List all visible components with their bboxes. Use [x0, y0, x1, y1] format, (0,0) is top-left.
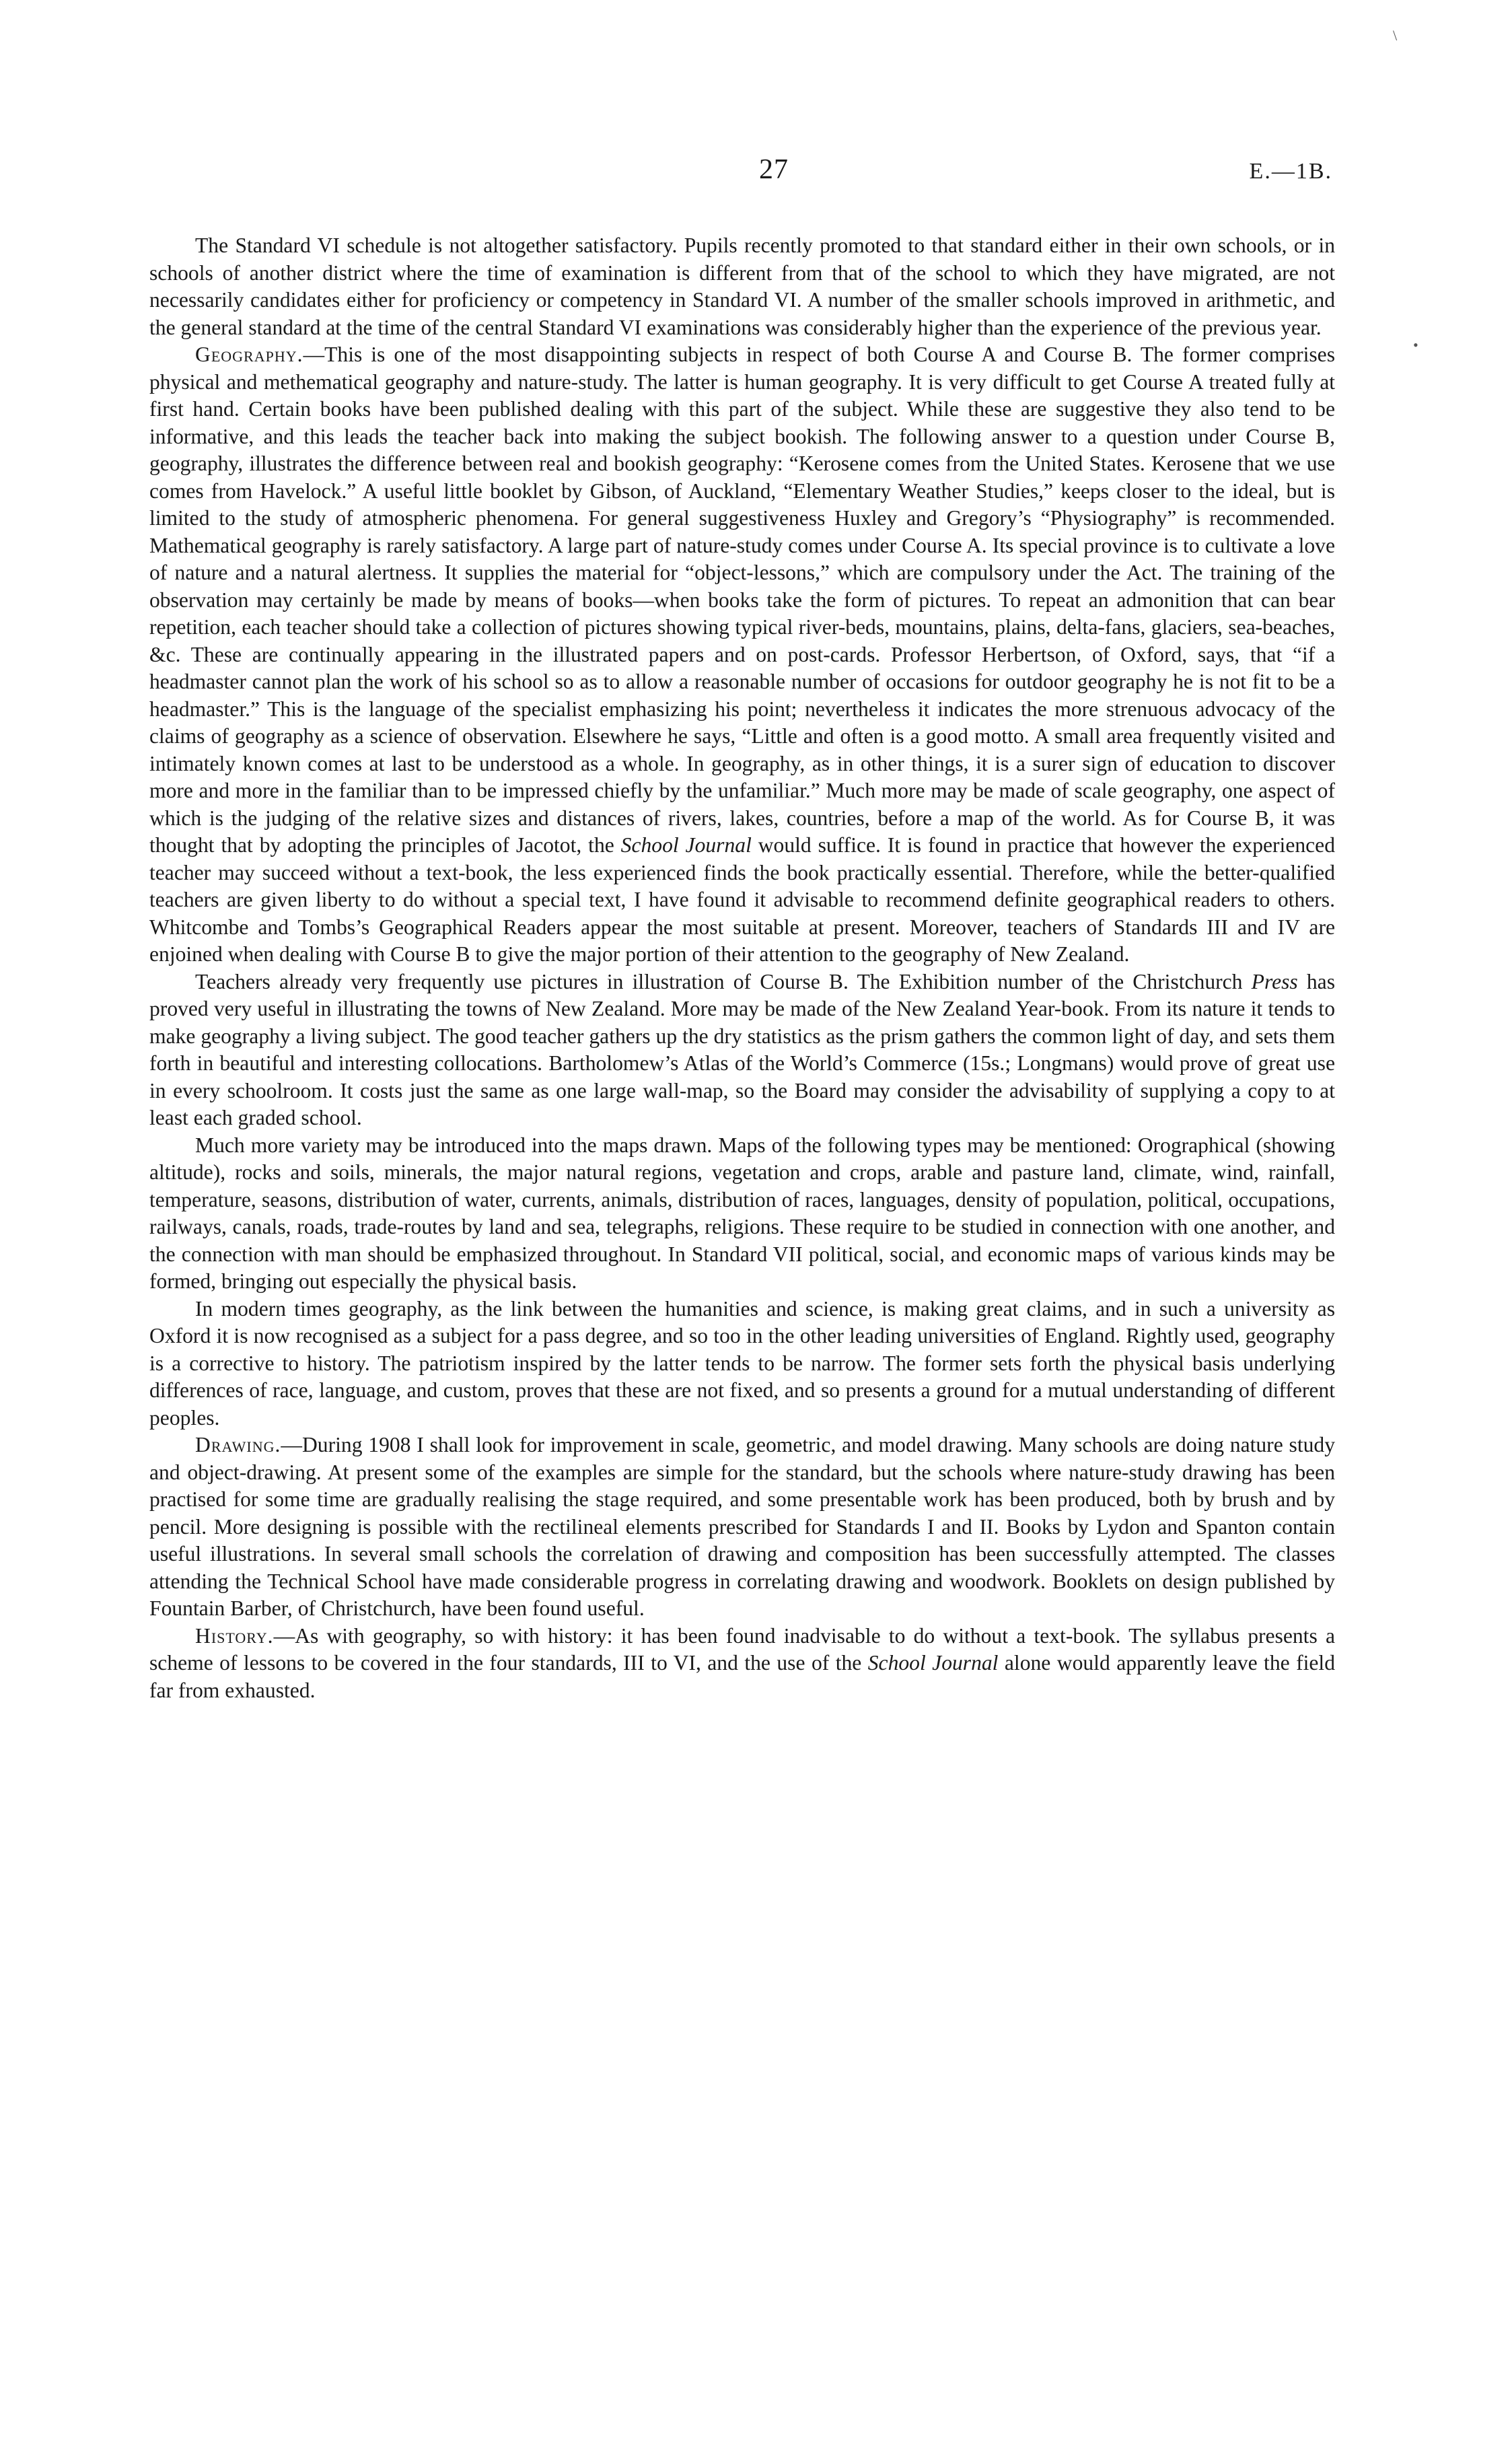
paragraph-text: alone would apparently leave the field far from exhausted.: [149, 1651, 1335, 1702]
paragraph-text: Teachers already very frequently use pictures in illustration of Course B. The Exhibition number of the Christchurch: [195, 969, 1252, 993]
paragraph-drawing: [149, 1432, 1335, 1623]
margin-mark-right: •: [1413, 337, 1418, 353]
paragraph-modern-geography: [149, 1296, 1335, 1432]
paragraph-text: Much more variety may be introduced into the maps drawn. Maps of the following types may be mentioned: Orographical (showing altitude), rocks and soils, minerals, the major natural regions, vegetation and crops, arable and pasture land, climate, wind, rainfall, temperature, seasons, distribution of water, currents, animals, distribution of races, languages, density of population, political, occupations, railways, canals, roads, trade-routes by land and sea, telegraphs, religions. These require to be studied in connection with one another, and the connection with man should be emphasized throughout. In Standard VII political, social, and economic maps of various kinds may be formed, bringing out especially the physical basis.: [149, 1133, 1335, 1293]
publication-title: Press: [1251, 969, 1298, 993]
paragraph-text: has proved very useful in illustrating the towns of New Zealand. More may be made of the New Zealand Year-book. From its nature it tends to make geography a living subject. The good teacher gathers up the dry statistics as the prism gathers the common light of day, and sets them forth in beautiful and interesting collocations. Bartholomew’s Atlas of the World’s Commerce (15s.; Longmans) would prove of great use in every schoolroom. It costs just the same as one large wall-map, so the Board may consider the advisability of supplying a copy to at least each graded school.: [149, 969, 1335, 1129]
publication-title: School Journal: [867, 1651, 999, 1675]
paragraph-maps: [149, 1132, 1335, 1296]
publication-title: School Journal: [620, 833, 752, 857]
paragraph-text: The Standard VI schedule is not altogether satisfactory. Pupils recently promoted to that standard either in their own schools, or in schools of another district where the time of examination is different from that of the school to which they have migrated, are not necessarily candidates either for proficiency or competency in Standard VI. A number of the smaller schools improved in arithmetic, and the general standard at the time of the central Standard VI examinations was considerably higher than the experience of the previous year.: [149, 234, 1335, 339]
section-heading-drawing: Drawing.: [195, 1433, 281, 1456]
page-number: 27: [759, 154, 789, 185]
paragraph-text: would suffice. It is found in practice that however the experienced teacher may succeed without a text-book, the less experienced finds the book practically essential. Therefore, while the better-qualified teachers are given liberty to do without a special text, I have found it advisable to recommend definite geographical readers to others. Whitcombe and Tombs’s Geographical Readers appear the most suitable at present. Moreover, teachers of Standards III and IV are enjoined when dealing with Course B to give the major portion of their attention to the geography of New Zealand.: [149, 833, 1335, 966]
body-text: [149, 232, 1335, 1704]
paragraph-text: —This is one of the most disappointing subjects in respect of both Course A and Course B. The former comprises physical and methematical geography and nature-study. The latter is human geography. It is very difficult to get Course A treated fully at first hand. Certain books have been published dealing with this part of the subject. While these are suggestive they also tend to be informative, and this leads the teacher back into making the subject bookish. The following answer to a question under Course B, geography, illustrates the difference between real and bookish geography: “Kerosene comes from the United States. Kerosene that we use comes from Havelock.” A useful little booklet by Gibson, of Auckland, “Elementary Weather Studies,” keeps closer to the ideal, but is limited to the study of atmospheric phenomena. For general suggestiveness Huxley and Gregory’s “Physiography” is recommended. Mathematical geography is rarely satisfactory. A large part of nature-study comes under Course A. Its special province is to cultivate a love of nature and a natural alertness. It supplies the material for “object-lessons,” which are compulsory under the Act. The training of the observation may certainly be made by means of books—when books take the form of pictures. To repeat an admonition that can bear repetition, each teacher should take a collection of pictures showing typical river-beds, mountains, plains, delta-fans, glaciers, sea-beaches, &c. These are continually appearing in the illustrated papers and on post-cards. Professor Herbertson, of Oxford, says, that “if a headmaster cannot plan the work of his school so as to allow a reasonable number of occasions for outdoor geography he is not fit to be a headmaster.” This is the language of the specialist emphasizing his point; nevertheless it indicates the more strenuous advocacy of the claims of geography as a science of observation. Elsewhere he says, “Little and often is a good motto. A small area frequently visited and intimately known comes at last to be understood as a whole. In geography, as in other things, it is a surer sign of education to discover more and more in the familiar than to be impressed chiefly by the unfamiliar.” Much more may be made of scale geography, one aspect of which is the judging of the relative sizes and distances of rivers, lakes, countries, before a map of the world. As for Course B, it was thought that by adopting the principles of Jacotot, the: [149, 343, 1335, 857]
paragraph-standard-vi: [149, 232, 1335, 341]
paragraph-text: In modern times geography, as the link between the humanities and science, is making great claims, and in such a university as Oxford it is now recognised as a subject for a pass degree, and so too in the other leading universities of England. Rightly used, geography is a corrective to history. The patriotism inspired by the latter tends to be narrow. The former sets forth the physical basis underlying differences of race, language, and custom, proves that these are not fixed, and so presents a ground for a mutual understanding of different peoples.: [149, 1296, 1335, 1430]
paragraph-text: —During 1908 I shall look for improvement in scale, geometric, and model drawing. Many schools are doing nature study and object-drawing. At present some of the examples are simple for the standard, but the schools where nature-study drawing has been practised for some time are gradually realising the stage required, and some presentable work has been produced, both by brush and by pencil. More designing is possible with the rectilineal elements prescribed for Standards I and II. Books by Lydon and Spanton contain useful illustrations. In several small schools the correlation of drawing and composition has been successfully attempted. The classes attending the Technical School have made considerable progress in correlating drawing and woodwork. Booklets on design published by Fountain Barber, of Christchurch, have been found useful.: [149, 1433, 1335, 1620]
section-heading-history: History.: [195, 1623, 274, 1648]
document-reference: E.—1B.: [1249, 159, 1332, 184]
paragraph-text: —As with geography, so with history: it has been found inadvisable to do without a text-book. The syllabus presents a scheme of lessons to be covered in the four standards, III to VI, and the use of the: [149, 1623, 1335, 1675]
section-heading-geography: Geography.: [195, 343, 303, 366]
paragraph-geography: [149, 341, 1335, 969]
paragraph-pictures: [149, 969, 1335, 1132]
margin-mark-top-right: \: [1393, 27, 1398, 44]
paragraph-history: [149, 1623, 1335, 1705]
